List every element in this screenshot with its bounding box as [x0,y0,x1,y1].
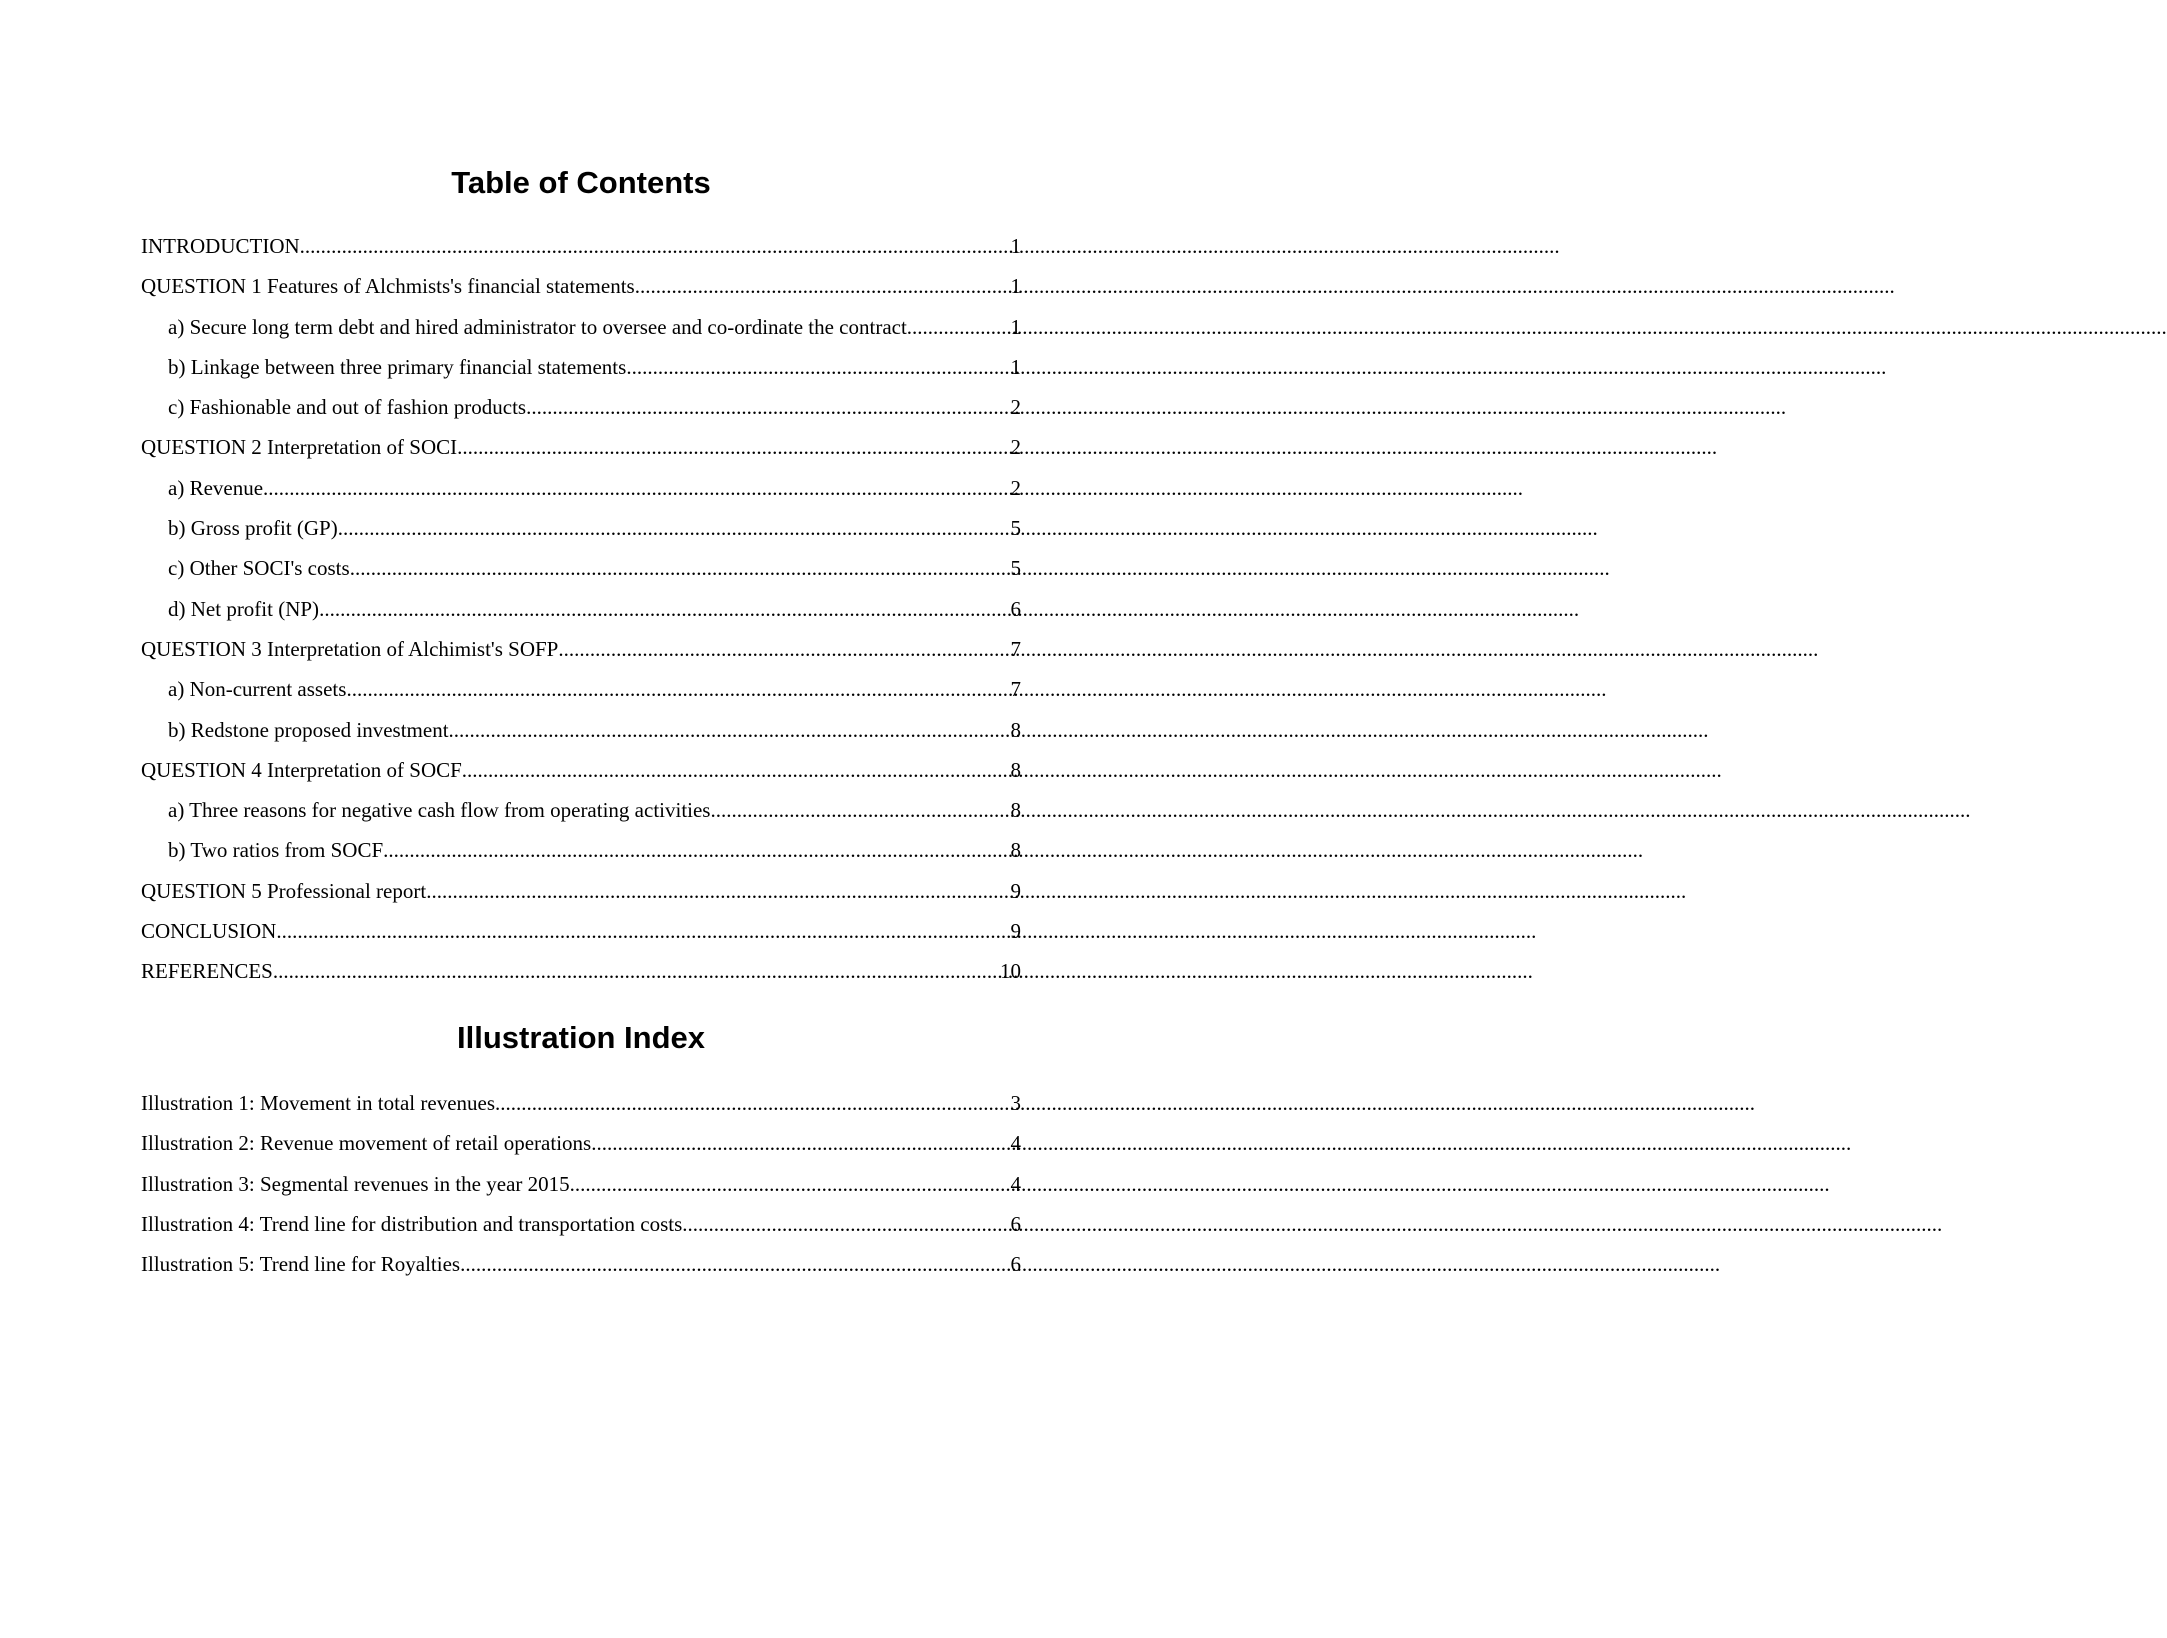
illustration-index-list [141,1083,1021,1284]
dot-leader [263,468,1010,508]
toc-entry[interactable] [141,871,1021,911]
dot-leader [526,387,1010,427]
dot-leader [558,629,1010,669]
entry-page-number: 7 [1010,677,1021,702]
entry-label: QUESTION 1 Features of Alchmists's financial statements [141,274,635,299]
dot-leader [907,307,1011,347]
dot-leader [346,669,1010,709]
toc-entry[interactable] [141,669,1021,709]
entry-page-number: 6 [1010,1211,1021,1236]
dot-leader [457,427,1010,467]
dot-leader [273,951,1000,991]
illustration-entry[interactable] [141,1083,1021,1123]
entry-label: c) Fashionable and out of fashion products [168,395,527,420]
toc-entry[interactable] [141,347,1021,387]
entry-label: c) Other SOCI's costs [168,556,350,581]
toc-entry[interactable] [141,710,1021,750]
entry-page-number: 6 [1010,596,1021,621]
dot-leader [591,1123,1010,1163]
dot-leader [319,589,1010,629]
entry-page-number: 1 [1010,274,1021,299]
dot-leader [426,871,1010,911]
entry-page-number: 8 [1010,838,1021,863]
dot-leader [495,1083,1010,1123]
entry-page-number: 8 [1010,798,1021,823]
toc-entry[interactable] [141,790,1021,830]
entry-page-number: 1 [1010,234,1021,258]
entry-page-number: 5 [1010,556,1021,581]
toc-entry[interactable] [141,629,1021,669]
entry-page-number: 2 [1010,395,1021,420]
toc-entry[interactable] [141,427,1021,467]
toc-entry[interactable] [141,951,1021,991]
illustration-entry[interactable] [141,1123,1021,1163]
entry-page-number: 1 [1010,354,1021,379]
dot-leader [635,266,1011,306]
entry-label: b) Gross profit (GP) [168,516,338,541]
entry-page-number: 1 [1010,314,1021,339]
dot-leader [460,1244,1010,1284]
dot-leader [276,911,1010,951]
entry-label: CONCLUSION [141,919,277,944]
illustration-entry[interactable] [141,1164,1021,1204]
dot-leader [682,1204,1010,1244]
entry-page-number: 8 [1010,717,1021,742]
entry-label: REFERENCES [141,959,273,984]
dot-leader [300,226,1011,266]
toc-entry[interactable] [141,468,1021,508]
toc-title: Table of Contents [451,165,711,200]
entry-label: QUESTION 2 Interpretation of SOCI [141,435,458,460]
toc-entry[interactable] [141,911,1021,951]
entry-label: Illustration 1: Movement in total revenues [141,1091,496,1115]
illustration-entry[interactable] [141,1244,1021,1284]
entry-page-number: 9 [1010,919,1021,944]
entry-label: b) Linkage between three primary financial statements [168,354,627,379]
entry-label: QUESTION 4 Interpretation of SOCF [141,757,462,782]
entry-page-number: 10 [1000,959,1021,984]
entry-page-number: 8 [1010,757,1021,782]
entry-page-number: 2 [1010,435,1021,460]
toc-entry[interactable] [141,830,1021,870]
dot-leader [338,508,1011,548]
toc-entry[interactable] [141,226,1021,266]
toc-entry[interactable] [141,548,1021,588]
dot-leader [710,790,1010,830]
entry-label: QUESTION 5 Professional report [141,878,427,903]
entry-label: Illustration 2: Revenue movement of retail operations [141,1131,592,1156]
dot-leader [462,750,1011,790]
entry-page-number: 2 [1010,475,1021,500]
toc-entry[interactable] [141,589,1021,629]
dot-leader [449,710,1011,750]
entry-label: INTRODUCTION [141,234,300,258]
entry-label: QUESTION 3 Interpretation of Alchimist's SOFP [141,636,559,661]
toc-entry[interactable] [141,508,1021,548]
entry-page-number: 6 [1010,1252,1021,1277]
entry-page-number: 4 [1010,1131,1021,1156]
entry-label: a) Revenue [168,475,264,500]
entry-label: a) Three reasons for negative cash flow from operating activities [168,798,711,823]
toc-entry[interactable] [141,266,1021,306]
entry-page-number: 9 [1010,878,1021,903]
entry-page-number: 7 [1010,636,1021,661]
toc-entry[interactable] [141,387,1021,427]
entry-label: Illustration 3: Segmental revenues in the year 2015 [141,1171,570,1196]
illustration-index-title: Illustration Index [456,1020,706,1055]
entry-page-number: 5 [1010,516,1021,541]
entry-label: b) Two ratios from SOCF [168,838,384,863]
toc-entry[interactable] [141,750,1021,790]
entry-label: Illustration 4: Trend line for distribution and transportation costs [141,1211,683,1236]
illustration-entry[interactable] [141,1204,1021,1244]
entry-label: a) Non-current assets [168,677,347,702]
dot-leader [626,347,1010,387]
entry-label: d) Net profit (NP) [168,596,320,621]
entry-page-number: 4 [1010,1171,1021,1196]
toc-list [141,226,1021,992]
entry-page-number: 3 [1010,1091,1021,1115]
dot-leader [383,830,1010,870]
toc-entry[interactable] [141,307,1021,347]
entry-label: Illustration 5: Trend line for Royalties [141,1252,461,1277]
dot-leader [570,1164,1011,1204]
entry-label: b) Redstone proposed investment [168,717,449,742]
dot-leader [350,548,1011,588]
entry-label: a) Secure long term debt and hired administrator to oversee and co-ordinate the contract [168,314,907,339]
